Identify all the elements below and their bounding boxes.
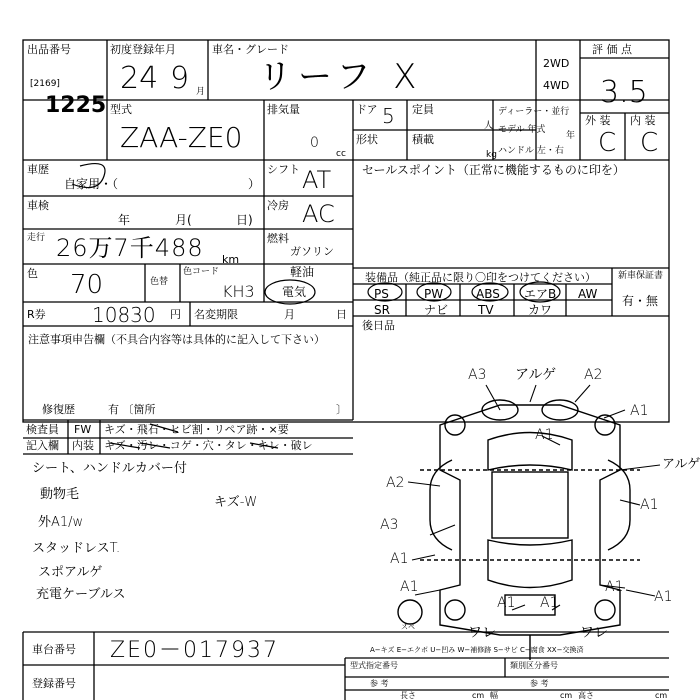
year-unit: 年	[566, 131, 576, 141]
later-items-label: 後日品	[362, 319, 395, 332]
remark-5: スポアルゲ	[38, 565, 103, 580]
chassis-number: ZE0－017937	[110, 638, 279, 663]
mark-a1-far-right: A1	[654, 589, 673, 605]
car-name: リーフ X	[258, 57, 423, 97]
damage-legend: A−キズ E−エクボ U−凹み W−補修跡 S−サビ C−腐食 XX−交換済	[370, 646, 584, 654]
exterior-label: 外 装	[585, 114, 611, 127]
shift-value: AT	[302, 166, 332, 194]
drive-4wd: 4WD	[543, 79, 570, 92]
mark-crack-left: ワレ	[468, 625, 496, 641]
inspection-month-unit: 月(	[175, 213, 192, 227]
reg-year: 24	[120, 61, 159, 96]
equipment-label: 装備品（純正品に限り〇印をつけてください）	[365, 271, 596, 284]
displacement-label: 排気量	[267, 103, 300, 116]
mark-alg-right: アルゲ	[662, 457, 700, 472]
fuel-label: 燃料	[267, 232, 289, 245]
drive-2wd: 2WD	[543, 57, 570, 70]
inspection-year-unit: 年	[118, 213, 131, 227]
color-code-label: 色コード	[183, 267, 220, 277]
fw-items: キズ・飛石・ヒビ割・リペア跡・×要	[104, 423, 289, 436]
mark-a1-right-low: A1	[605, 579, 624, 595]
chassis-label: 車台番号	[32, 643, 76, 656]
mileage-label: 走行	[27, 233, 46, 243]
equip-pw: PW	[424, 287, 444, 301]
length-unit: cm	[472, 691, 485, 700]
lot-number: 1225	[45, 93, 107, 118]
equip-tv: TV	[478, 303, 494, 317]
history-close: ）	[248, 177, 261, 191]
warranty-label: 新車保証書	[618, 271, 664, 281]
repaint-label: 色替	[150, 277, 169, 287]
equip-leather: カワ	[528, 303, 553, 317]
length-label: 長さ	[400, 691, 416, 700]
mark-crack-right: ワレ	[580, 625, 608, 641]
name-change-label: 名変期限	[194, 308, 238, 321]
equip-airbag: エアB	[524, 287, 557, 301]
inspection-label: 車検	[27, 199, 49, 212]
remark-6: 充電ケーブルス	[36, 587, 126, 602]
equip-navi: ナビ	[424, 303, 449, 317]
mark-a2-top: A2	[584, 367, 603, 383]
interior-label: 内 装	[630, 114, 656, 127]
inspector-label: 検査員	[26, 423, 59, 436]
remark-2: 動物毛	[40, 487, 80, 502]
model-label: 型式	[110, 103, 132, 116]
mark-alg-top: アルゲ	[515, 367, 557, 383]
dealer-label: ディーラー・並行	[498, 107, 570, 117]
history-value: 自家用・（	[64, 177, 119, 191]
mark-a1-rear-left: A1	[497, 595, 516, 611]
score-label: 評 価 点	[592, 43, 632, 56]
displacement-value: 0	[310, 135, 319, 151]
color-code-value: KH3	[222, 282, 255, 301]
entry-label: 記入欄	[26, 439, 59, 452]
reference-right: 参 考	[530, 679, 549, 688]
score-value: 3.5	[600, 75, 648, 110]
car-name-label: 車名・グレード	[212, 43, 289, 56]
body-shape-label: 形状	[356, 133, 378, 146]
shift-label: シフト	[267, 163, 300, 176]
equip-ps: PS	[374, 287, 389, 301]
reference-left: 参 考	[370, 679, 389, 688]
interior-grade: C	[640, 128, 659, 158]
mark-a1-right: A1	[640, 497, 659, 513]
remark-right: キズ-W	[214, 495, 258, 510]
vehicle-diagram	[398, 400, 640, 660]
reg-month: 9	[170, 61, 190, 96]
kg-unit: kg	[486, 150, 497, 160]
name-change-day: 日	[336, 308, 347, 321]
fuel-diesel: 軽油	[290, 265, 315, 279]
class-number-label: 類別区分番号	[510, 661, 558, 670]
notes-label: 注意事項申告欄（不具合内容等は具体的に記入して下さい）	[28, 333, 325, 346]
warranty-value: 有・無	[622, 294, 659, 308]
repair-history-label: 修復歴	[42, 403, 75, 416]
lot-no-label: 出品番号	[27, 43, 71, 56]
name-change-month: 月	[284, 308, 295, 321]
history-label: 車歴	[27, 163, 49, 176]
mark-a1-left: A1	[390, 551, 409, 567]
fuel-gasoline: ガソリン	[290, 245, 334, 258]
width-unit: cm	[560, 691, 573, 700]
mileage-value: 26万7千488	[56, 234, 204, 262]
door-label: ドア	[356, 103, 378, 116]
mark-a1-left-low: A1	[400, 579, 419, 595]
model-year-label: モデル 年式	[498, 125, 546, 135]
remark-4: スタッドレスT.	[32, 541, 121, 556]
equip-abs: ABS	[476, 287, 500, 301]
spare-label: スペ	[401, 623, 415, 631]
recycle-value: 10830	[92, 303, 156, 327]
model-code: ZAA-ZE0	[120, 121, 243, 154]
door-count: 5	[382, 104, 395, 128]
form-border	[23, 40, 669, 422]
color-value: 70	[70, 270, 104, 300]
height-label: 高さ	[578, 691, 594, 700]
fuel-electric: 電気	[282, 285, 307, 299]
remark-1: シート、ハンドルカバー付	[32, 461, 187, 476]
reg-month-unit: 月	[196, 87, 206, 97]
equip-sr: SR	[374, 303, 390, 317]
height-unit: cm	[655, 691, 668, 700]
form-number-label: 型式指定番号	[350, 661, 398, 670]
recycle-label: R券	[27, 308, 46, 321]
km-unit: km	[222, 253, 240, 266]
mark-a1-roof: A1	[535, 427, 554, 443]
interior-items: キズ・汚レ・コゲ・穴・タレ・キレ・破レ	[104, 439, 313, 452]
sales-point-label: セールスポイント（正常に機能するものに印を）	[362, 163, 625, 177]
handle-label: ハンドル 左・右	[498, 146, 564, 156]
mark-a3-top: A3	[468, 367, 487, 383]
lot-code: [2169]	[30, 79, 60, 89]
repair-history-close: 〕	[336, 403, 347, 416]
ac-label: 冷房	[267, 199, 289, 212]
first-reg-label: 初度登録年月	[110, 43, 176, 56]
exterior-grade: C	[598, 128, 617, 158]
load-label: 積載	[412, 133, 434, 146]
mark-a1-rear-right: A1	[540, 595, 559, 611]
mark-a2-left: A2	[386, 475, 405, 491]
ac-value: AC	[302, 200, 335, 228]
recycle-unit: 円	[170, 308, 181, 321]
cc-unit: cc	[336, 149, 346, 159]
capacity-label: 定員	[412, 103, 434, 116]
mark-a3-left: A3	[380, 517, 399, 533]
width-label: 幅	[490, 691, 498, 700]
spare-tire-icon	[398, 600, 422, 624]
interior-items-label: 内装	[72, 439, 94, 452]
repair-history-value: 有 〔箇所	[108, 403, 156, 416]
reg-number-label: 登録番号	[32, 677, 76, 690]
mark-a1-right-top: A1	[630, 403, 649, 419]
remark-3: 外A1/w	[38, 515, 84, 530]
inspection-day-unit: 日)	[236, 213, 253, 227]
fw-label: FW	[74, 423, 92, 436]
equip-aw: AW	[578, 287, 598, 301]
person-unit: 人	[484, 121, 494, 131]
color-label: 色	[27, 267, 38, 280]
